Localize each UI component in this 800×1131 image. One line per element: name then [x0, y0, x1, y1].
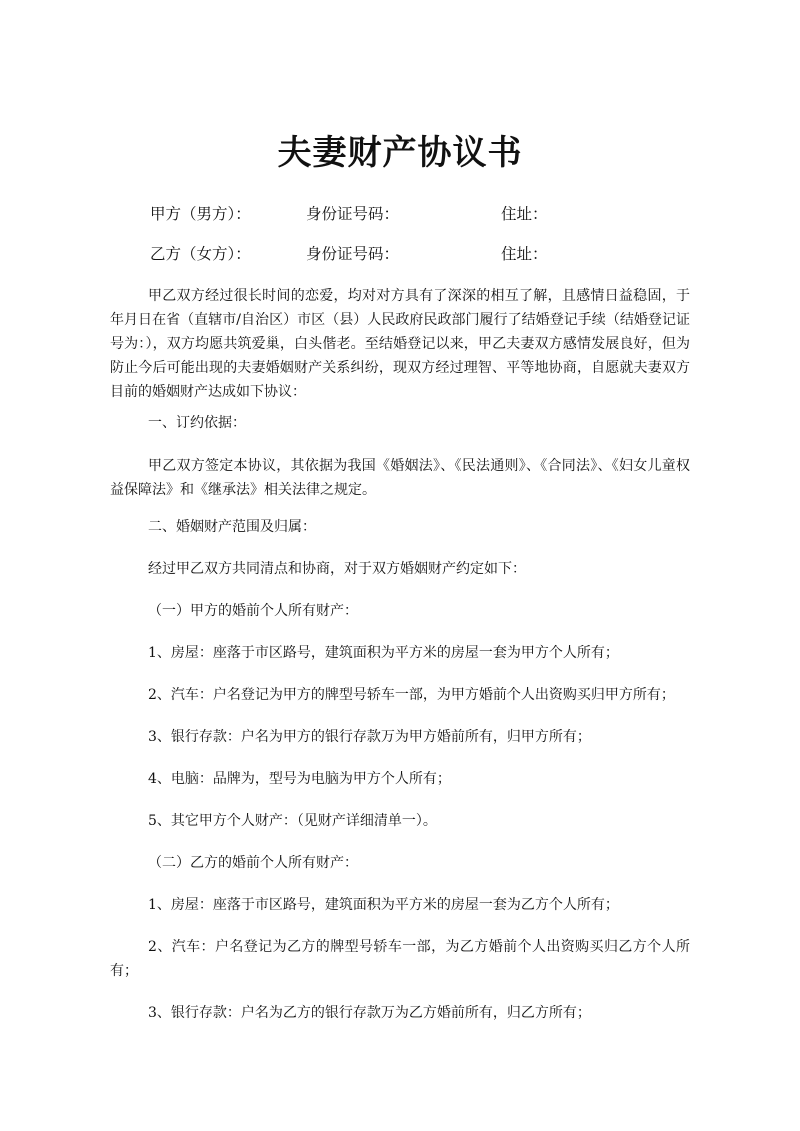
party-b-row [150, 240, 710, 268]
party-a-address-label: 住址： [501, 205, 548, 223]
party-a-assets-heading: （一）甲方的婚前个人所有财产： [148, 603, 358, 619]
list-item: 3、银行存款：户名为乙方的银行存款万为乙方婚前所有，归乙方所有； [148, 1005, 591, 1021]
party-a-row [150, 200, 710, 228]
party-b-label: 乙方（女方）： [150, 245, 251, 263]
party-a-label: 甲方（男方）： [150, 205, 251, 223]
list-item: 1、房屋：座落于市区路号，建筑面积为平方米的房屋一套为乙方个人所有； [148, 897, 619, 913]
list-item: 2、汽车：户名登记为乙方的牌型号轿车一部，为乙方婚前个人出资购买归乙方个人所有； [110, 939, 690, 979]
party-b-assets-heading: （二）乙方的婚前个人所有财产： [148, 855, 358, 871]
list-item: 1、房屋：座落于市区路号，建筑面积为平方米的房屋一套为甲方个人所有； [148, 645, 619, 661]
section1-heading: 一、订约依据： [148, 415, 246, 431]
intro-paragraph: 甲乙双方经过很长时间的恋爱，均对对方具有了深深的相互了解，且感情日益稳固，于年月日在省（直辖市/自治区）市区（县）人民政府民政部门履行了结婚登记手续（结婚登记证号为：），双方均愿共筑爱巢，白头偕老。至结婚登记以来，甲乙夫妻双方感情发展良好，但为防止今后可能出现的夫妻婚姻财产关系纠纷，现双方经过理智、平等地协商，自愿就夫妻双方目前的婚姻财产达成如下协议： [110, 288, 690, 400]
section1-body: 甲乙双方签定本协议，其依据为我国《婚姻法》、《民法通则》、《合同法》、《妇女儿童权益保障法》和《继承法》相关法律之规定。 [110, 458, 690, 498]
section2-heading: 二、婚姻财产范围及归属： [148, 519, 316, 535]
list-item: 3、银行存款：户名为甲方的银行存款万为甲方婚前所有，归甲方所有； [148, 729, 591, 745]
list-item: 5、其它甲方个人财产：（见财产详细清单一）。 [148, 813, 437, 829]
list-item: 4、电脑：品牌为，型号为电脑为甲方个人所有； [148, 771, 451, 787]
party-b-address-label: 住址： [501, 245, 548, 263]
party-a-id-label: 身份证号码： [306, 205, 400, 223]
document-title: 夫妻财产协议书 [277, 133, 523, 173]
section2-intro: 经过甲乙双方共同清点和协商，对于双方婚姻财产约定如下： [148, 561, 526, 577]
party-b-id-label: 身份证号码： [306, 245, 400, 263]
list-item: 2、汽车：户名登记为甲方的牌型号轿车一部，为甲方婚前个人出资购买归甲方所有； [148, 687, 675, 703]
